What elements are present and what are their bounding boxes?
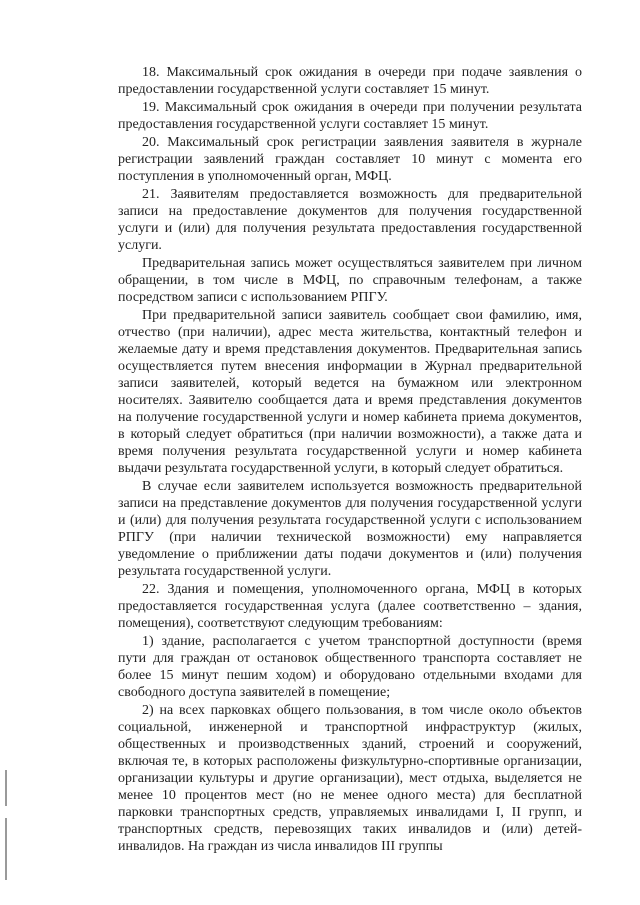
paragraph-rpgu-notification: В случае если заявителем используется возможность предварительной записи на представление документов для получения государственной услуги и (или) для получения результата государственной услуги с использованием РПГУ (при наличии технической возможности) ему направляется уведомление о приближении даты подачи документов и (или) получения результата государственной услуги. bbox=[118, 479, 582, 579]
scan-edge-mark bbox=[5, 770, 7, 806]
paragraph-22: 22. Здания и помещения, уполномоченного органа, МФЦ в которых предоставляется государственная услуга (далее соответственно – здания, помещения), соответствуют следующим требованиям: bbox=[118, 582, 582, 631]
paragraph-preliminary-record-details: При предварительной записи заявитель сообщает свои фамилию, имя, отчество (при наличии), адрес места жительства, контактный телефон и желаемые дату и время представления документов. Предварительная запись осуществляется путем внесения информации в Журнал предварительной записи заявителей, который ведется на бумажном или электронном носителях. Заявителю сообщается дата и время представления документов на получение государственной услуги и номер кабинета приема документов, в который следует обратиться (при наличии возможности), а также дата и время получения результата государственной услуги и номер кабинета выдачи результата государственной услуги, в который следует обратиться. bbox=[118, 308, 582, 476]
paragraph-21: 21. Заявителям предоставляется возможность для предварительной записи на предоставление документов для получения государственной услуги и (или) для получения результата предоставления государственной услуги. bbox=[118, 187, 582, 253]
paragraph-18: 18. Максимальный срок ожидания в очереди при подаче заявления о предоставлении государственной услуги составляет 15 минут. bbox=[118, 65, 582, 97]
scan-edge-mark bbox=[5, 818, 7, 880]
paragraph-20: 20. Максимальный срок регистрации заявления заявителя в журнале регистрации заявлений граждан составляет 10 минут с момента его поступления в уполномоченный орган, МФЦ. bbox=[118, 135, 582, 184]
document-body bbox=[118, 64, 582, 856]
paragraph-19: 19. Максимальный срок ожидания в очереди при получении результата предоставления государственной услуги составляет 15 минут. bbox=[118, 100, 582, 132]
list-item-2: 2) на всех парковках общего пользования, в том числе около объектов социальной, инженерной и транспортной инфраструктур (жилых, общественных и производственных зданий, строений и сооружений, включая те, в которых расположены физкультурно-спортивные организации, организации культуры и другие организации), мест отдыха, выделяется не менее 10 процентов мест (но не менее одного места) для бесплатной парковки транспортных средств, управляемых инвалидами I, II групп, и транспортных средств, перевозящих таких инвалидов и (или) детей-инвалидов. На граждан из числа инвалидов III группы bbox=[118, 703, 582, 854]
list-item-1: 1) здание, располагается с учетом транспортной доступности (время пути для граждан от остановок общественного транспорта составляет не более 15 минут пешим ходом) и оборудовано отдельными входами для свободного доступа заявителей в помещение; bbox=[118, 634, 582, 700]
paragraph-preliminary-record: Предварительная запись может осуществляться заявителем при личном обращении, в том числе в МФЦ, по справочным телефонам, а также посредством записи с использованием РПГУ. bbox=[118, 256, 582, 305]
